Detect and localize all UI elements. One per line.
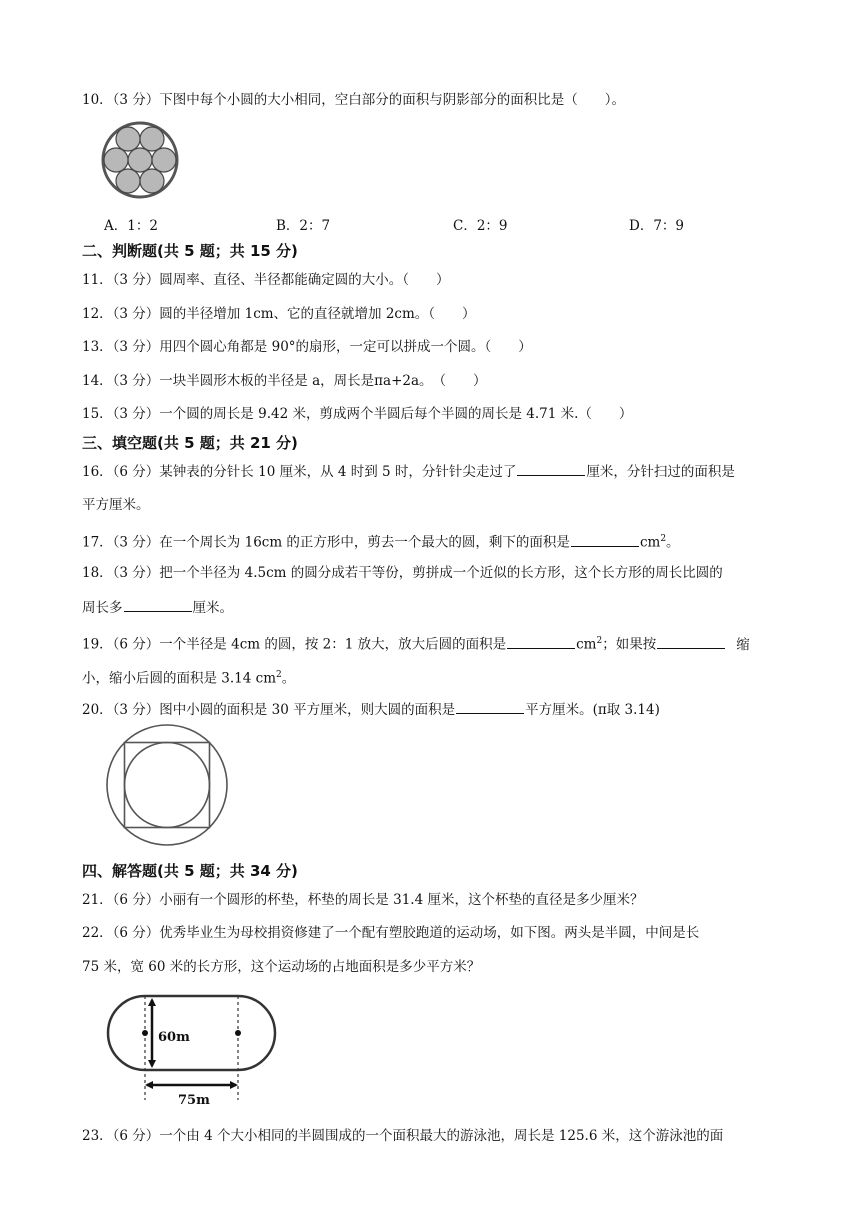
question-18-cont bbox=[82, 597, 233, 618]
question-14: 14．（3 分）一块半圆形木板的半径是 a，周长是πa+2a。 （ ） bbox=[82, 373, 487, 389]
question-20-text-b: 平方厘米。(π取 3.14) bbox=[525, 702, 660, 718]
question-19-text-c: ；如果按 bbox=[602, 636, 657, 653]
answer-blank[interactable] bbox=[507, 634, 575, 649]
question-22-cont: 75 米，宽 60 米的长方形，这个运动场的占地面积是多少平方米？ bbox=[82, 959, 481, 975]
section-4-heading: 四、解答题(共 5 题；共 34 分) bbox=[82, 862, 298, 880]
width-label: 60m bbox=[158, 1030, 190, 1045]
section-3-heading: 三、填空题(共 5 题；共 21 分) bbox=[82, 434, 298, 452]
question-17-text-a: 17．（3 分）在一个周长为 16cm 的正方形中，剪去一个最大的圆，剩下的面积是 bbox=[82, 534, 570, 551]
option-a: A．1：2 bbox=[104, 218, 158, 234]
answer-blank[interactable] bbox=[517, 461, 585, 476]
question-18: 18．（3 分）把一个半径为 4.5cm 的圆分成若干等份，剪拼成一个近似的长方形，这个长方形的周长比圆的 bbox=[82, 565, 723, 581]
answer-blank[interactable] bbox=[571, 532, 639, 547]
question-11: 11．（3 分）圆周率、直径、半径都能确定圆的大小。（ ） bbox=[82, 272, 450, 288]
option-b: B．2：7 bbox=[276, 218, 331, 234]
question-19-text-f: 。 bbox=[281, 670, 296, 687]
option-d: D．7：9 bbox=[629, 218, 685, 234]
question-16-text-a: 16．（6 分）某钟表的分针长 10 厘米，从 4 时到 5 时，分针针尖走过了 bbox=[82, 464, 517, 480]
question-19-text-d: 缩 bbox=[736, 636, 750, 653]
question-13: 13．（3 分）用四个圆心角都是 90°的扇形，一定可以拼成一个圆。（ ） bbox=[82, 339, 532, 355]
superscript: 2 bbox=[660, 534, 667, 544]
question-19 bbox=[82, 631, 750, 655]
question-18-text-b: 周长多 bbox=[82, 600, 123, 616]
question-17 bbox=[82, 529, 680, 553]
question-19-text-e: 小，缩小后圆的面积是 3.14 cm bbox=[82, 670, 277, 687]
circles-figure bbox=[100, 120, 180, 200]
question-19-text-a: 19．（6 分）一个半径是 4cm 的圆，按 2：1 放大，放大后圆的面积是 bbox=[82, 636, 507, 653]
unit-text: cm bbox=[639, 534, 661, 551]
option-c: C．2：9 bbox=[453, 218, 508, 234]
question-20-text-a: 20．（3 分）图中小圆的面积是 30 平方厘米，则大圆的面积是 bbox=[82, 702, 456, 718]
question-20 bbox=[82, 699, 660, 720]
superscript: 2 bbox=[596, 636, 603, 646]
question-23: 23．（6 分）一个由 4 个大小相同的半圆围成的一个面积最大的游泳池，周长是 125.6 米，这个游泳池的面 bbox=[82, 1128, 724, 1144]
question-15: 15．（3 分）一个圆的周长是 9.42 米，剪成两个半圆后每个半圆的周长是 4.71 米.（ ） bbox=[82, 406, 633, 422]
question-18-text-c: 厘米。 bbox=[192, 600, 233, 616]
question-12: 12．（3 分）圆的半径增加 1cm、它的直径就增加 2cm。（ ） bbox=[82, 306, 476, 322]
section-2-heading: 二、判断题(共 5 题；共 15 分) bbox=[82, 242, 298, 260]
question-21: 21．（6 分）小丽有一个圆形的杯垫，杯垫的周长是 31.4 厘米，这个杯垫的直径是多少厘米？ bbox=[82, 892, 644, 908]
question-10: 10．（3 分）下图中每个小圆的大小相同，空白部分的面积与阴影部分的面积比是（ ）。 bbox=[82, 92, 626, 108]
question-22: 22．（6 分）优秀毕业生为母校捐资修建了一个配有塑胶跑道的运动场，如下图。两头是半圆，中间是长 bbox=[82, 925, 700, 941]
answer-blank[interactable] bbox=[456, 699, 524, 714]
answer-blank[interactable] bbox=[124, 597, 192, 612]
superscript: 2 bbox=[276, 670, 282, 680]
length-label: 75m bbox=[178, 1093, 210, 1108]
unit-text: cm bbox=[576, 636, 597, 653]
question-17-text-c: 。 bbox=[666, 534, 680, 551]
track-figure bbox=[100, 990, 285, 1110]
question-16 bbox=[82, 461, 735, 482]
question-16-cont: 平方厘米。 bbox=[82, 497, 150, 513]
answer-blank[interactable] bbox=[657, 634, 725, 649]
square-circles-figure bbox=[104, 722, 230, 848]
question-16-text-b: 厘米，分针扫过的面积是 bbox=[586, 464, 735, 480]
question-19-cont bbox=[82, 665, 295, 689]
